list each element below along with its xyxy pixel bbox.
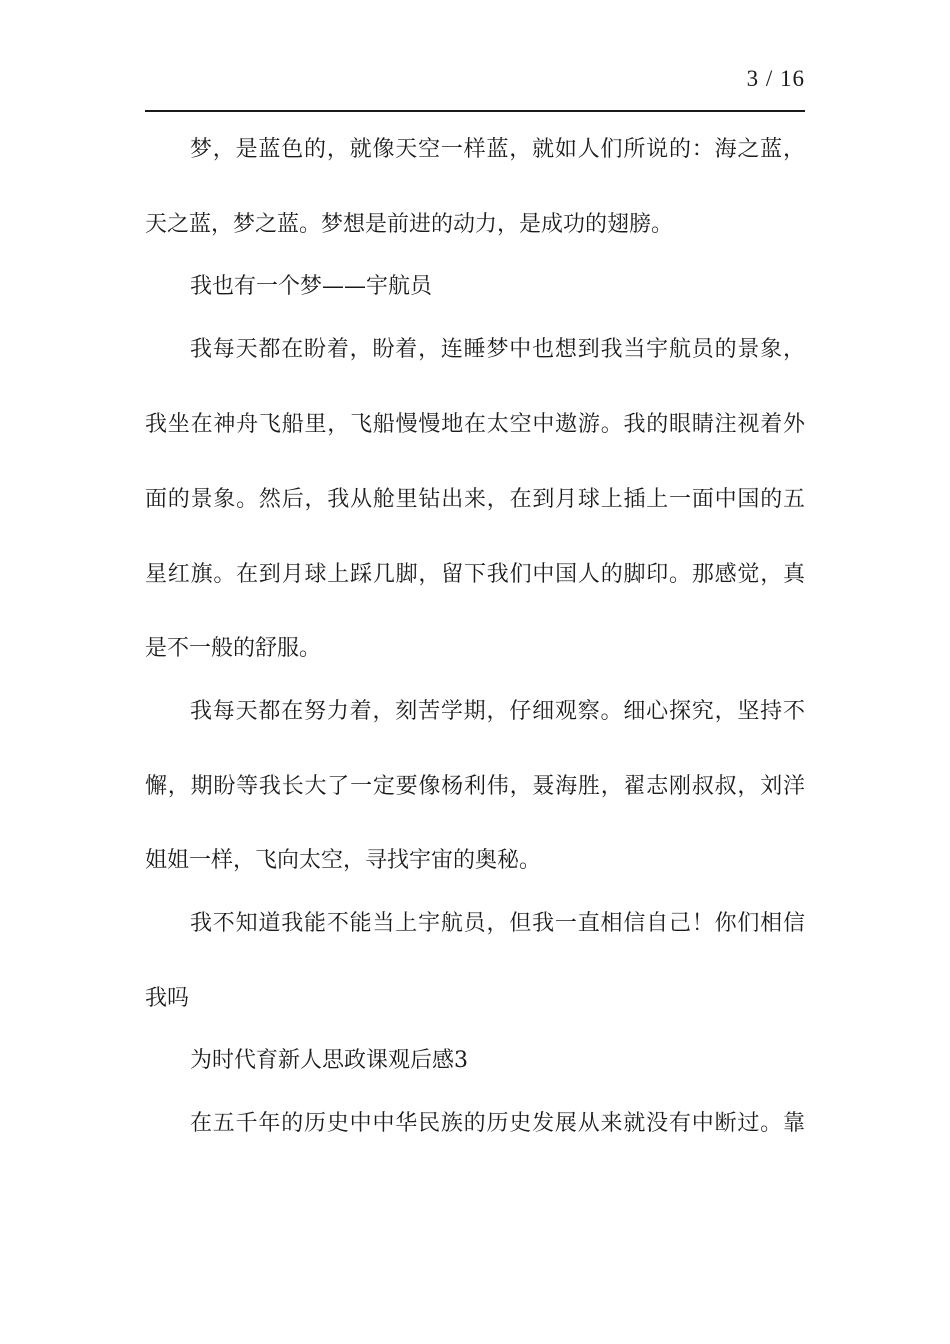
paragraph-line: 姐姐一样，飞向太空，寻找宇宙的奥秘。: [145, 848, 542, 873]
paragraph-line: 我不知道我能不能当上宇航员，但我一直相信自己！你们相信: [190, 911, 805, 936]
paragraph-line: 在五千年的历史中中华民族的历史发展从来就没有中断过。靠: [190, 1111, 805, 1136]
section-heading: 我也有一个梦——宇航员: [190, 274, 433, 299]
paragraph-line: 我吗: [145, 986, 190, 1011]
paragraph-line: 天之蓝，梦之蓝。梦想是前进的动力，是成功的翅膀。: [145, 212, 674, 237]
paragraph-line: 我每天都在努力着，刻苦学期，仔细观察。细心探究，坚持不: [190, 699, 805, 724]
paragraph-line: 是不一般的舒服。: [145, 636, 322, 661]
header-rule: [145, 110, 805, 112]
paragraph-line: 星红旗。在到月球上踩几脚，留下我们中国人的脚印。那感觉，真: [145, 562, 805, 587]
paragraph-line: 懈，期盼等我长大了一定要像杨利伟，聂海胜，翟志刚叔叔，刘洋: [145, 774, 805, 799]
page-number: 3 / 16: [746, 66, 805, 91]
paragraph-line: 梦，是蓝色的，就像天空一样蓝，就如人们所说的：海之蓝，: [190, 137, 805, 162]
paragraph-line: 面的景象。然后，我从舱里钻出来，在到月球上插上一面中国的五: [145, 487, 805, 512]
section-heading: 为时代育新人思政课观后感3: [190, 1048, 468, 1073]
paragraph-line: 我每天都在盼着，盼着，连睡梦中也想到我当宇航员的景象，: [190, 337, 805, 362]
paragraph-line: 我坐在神舟飞船里，飞船慢慢地在太空中遨游。我的眼睛注视着外: [145, 412, 805, 437]
